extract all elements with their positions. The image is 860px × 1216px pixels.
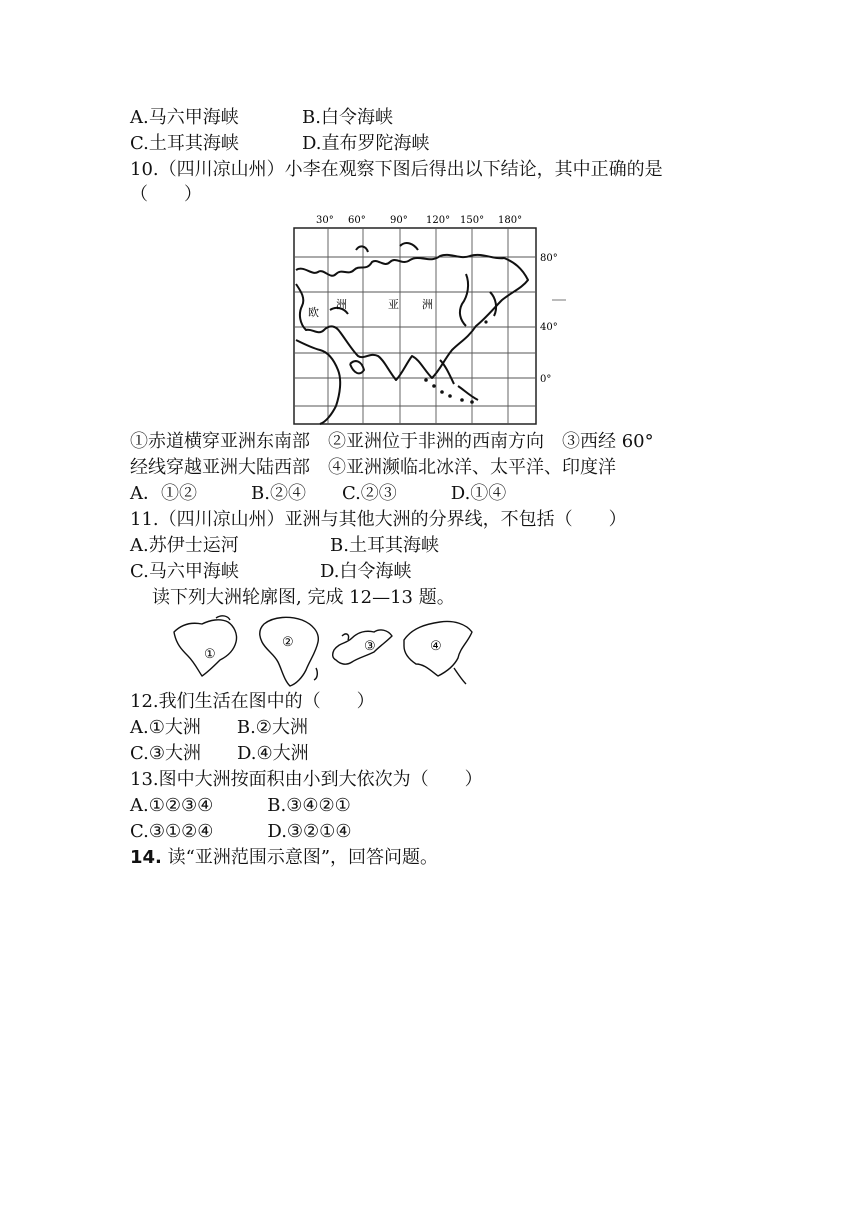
q11-option-c: C.马六甲海峡: [130, 561, 239, 582]
q11-stem: 11.（四川凉山州）亚洲与其他大洲的分界线，不包括（ ）: [130, 509, 627, 530]
q12-options-row2: C.③大洲 D.④大洲: [130, 743, 309, 764]
map-right-tick: 40°: [540, 322, 558, 333]
map-top-tick: 120°: [426, 215, 451, 226]
q11-option-d: D.白令海峡: [320, 561, 412, 582]
q13-stem: 13.图中大洲按面积由小到大依次为（ ）: [130, 769, 483, 790]
map-top-tick: 60°: [348, 215, 366, 226]
q10-stem-bracket: （ ）: [130, 184, 202, 205]
q10-statements-2: 经线穿越亚洲大陆西部 ④亚洲濒临北冰洋、太平洋、印度洋: [130, 457, 616, 478]
q9-option-a: A.马六甲海峡: [130, 107, 239, 128]
q11-option-b: B.土耳其海峡: [330, 535, 439, 556]
map-right-tick: 0°: [540, 374, 552, 385]
continent-3-outline: [333, 630, 392, 664]
q9-option-d: D.直布罗陀海峡: [302, 133, 430, 154]
map-top-tick: 30°: [316, 215, 334, 226]
q10-options: A．①② B.②④ C.②③ D.①④: [130, 483, 507, 504]
q13-options-row2: C.③①②④ D.③②①④: [130, 821, 352, 842]
map-label-asia-1: 亚: [388, 298, 399, 311]
map-top-tick: 90°: [390, 215, 408, 226]
map-top-tick: 180°: [498, 215, 523, 226]
continent-2-outline: [260, 617, 318, 686]
q14-stem: 读“亚洲范围示意图”，回答问题。: [167, 847, 439, 868]
continent-outlines: [168, 610, 478, 688]
q10-statements-1: ①赤道横穿亚洲东南部 ②亚洲位于非洲的西南方向 ③西经 60°: [130, 431, 654, 452]
map-top-tick: 150°: [460, 215, 485, 226]
q11-option-a: A.苏伊士运河: [130, 535, 239, 556]
map-right-tick: 80°: [540, 253, 558, 264]
continent-label-2: ②: [282, 635, 294, 650]
map-label-europe-2: 洲: [336, 298, 347, 311]
continent-label-1: ①: [204, 647, 216, 662]
q14-number: 14.: [130, 847, 162, 868]
q14-line: [130, 846, 438, 870]
q10-stem: 10.（四川凉山州）小李在观察下图后得出以下结论，其中正确的是: [130, 159, 663, 180]
continent-label-3: ③: [364, 639, 376, 654]
continent-label-4: ④: [430, 639, 442, 654]
map-label-europe-1: 欧: [308, 306, 319, 319]
intro-q12-13: 读下列大洲轮廓图, 完成 12—13 题。: [152, 587, 455, 608]
q9-option-c: C.土耳其海峡: [130, 133, 239, 154]
q13-options-row1: A.①②③④ B.③④②①: [130, 795, 351, 816]
q9-option-b: B.白令海峡: [302, 107, 393, 128]
q12-options-row1: A.①大洲 B.②大洲: [130, 717, 308, 738]
map-label-asia-2: 洲: [422, 298, 433, 311]
asia-grid-map: [290, 210, 572, 426]
q12-stem: 12.我们生活在图中的（ ）: [130, 691, 375, 712]
